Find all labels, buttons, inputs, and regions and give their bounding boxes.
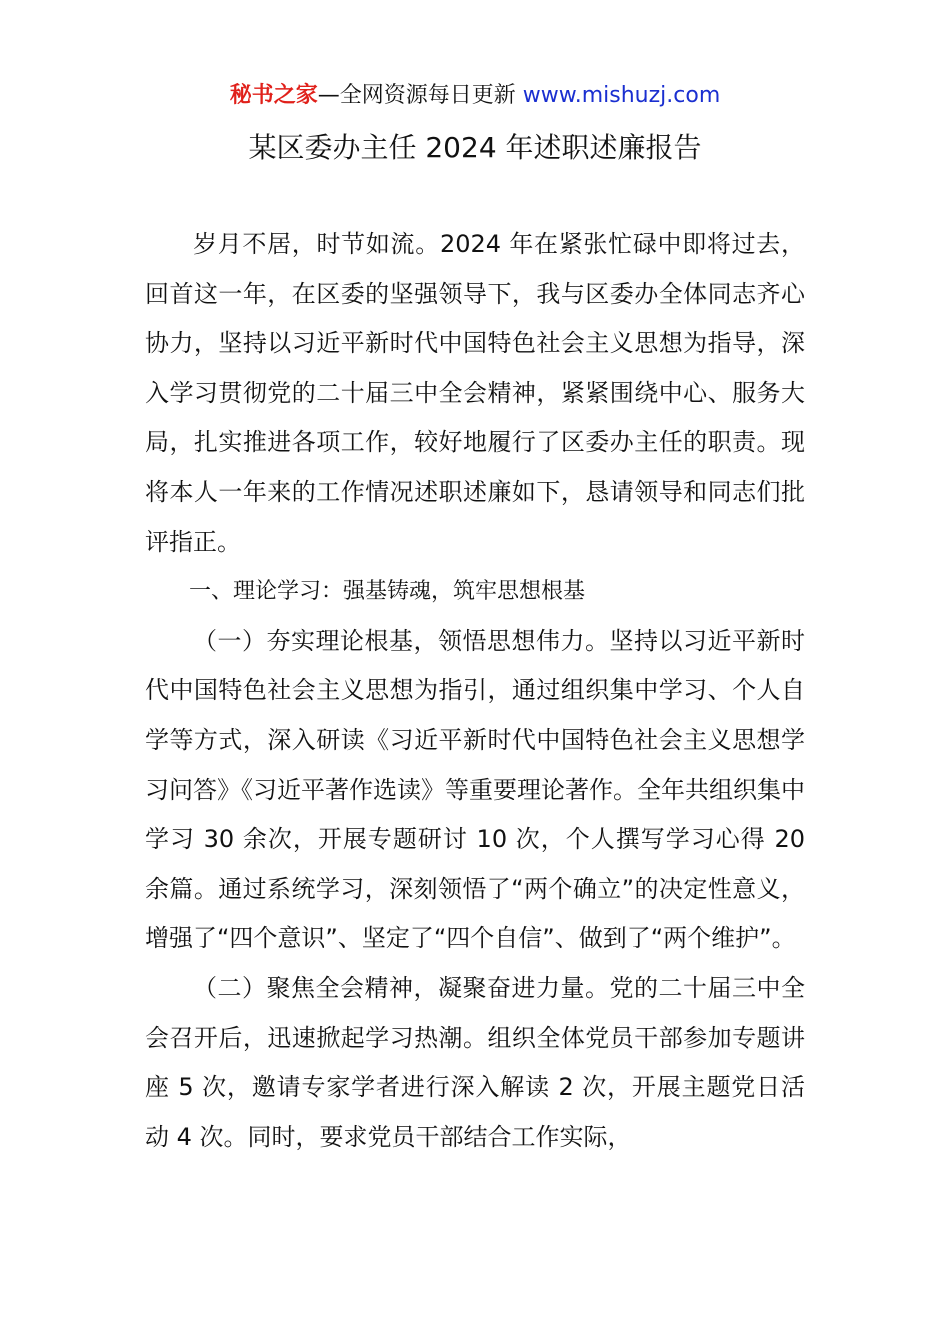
brand-name: 秘书之家 (229, 83, 318, 108)
section-heading: 一、理论学习：强基铸魂，筑牢思想根基 (189, 579, 586, 605)
intro-paragraph: 岁月不居，时节如流。2024 年在紧张忙碌中即将过去，回首这一年，在区委的坚强领导下，我与区委办全体同志齐心协力，坚持以习近平新时代中国特色社会主义思想为指导，深入学习贯彻党的二十届三中全会精神，紧紧围绕中心、服务大局，扎实推进各项工作，较好地履行了区委办主任的职责。现将本人一年来的工作情况述职述廉如下，恳请领导和同志们批评指正。 (145, 230, 805, 556)
document-title: 某区委办主任 2024 年述职述廉报告 (248, 131, 702, 164)
document-body (145, 220, 805, 1162)
body-paragraph: （一）夯实理论根基，领悟思想伟力。坚持以习近平新时代中国特色社会主义思想为指引，通过组织集中学习、个人自学等方式，深入研读《习近平新时代中国特色社会主义思想学习问答》《习近平著作选读》等重要理论著作。全年共组织集中学习 30 余次，开展专题研讨 10 次，个人撰写学习心得 20 余篇。通过系统学习，深刻领悟了“两个确立”的决定性意义，增强了“四个意识”、坚定了“四个自信”、做到了“两个维护”。 (145, 626, 805, 953)
tagline: —全网资源每日更新 (317, 83, 523, 108)
site-url-link[interactable]: www.mishuzj.com (522, 83, 721, 108)
site-header (0, 80, 950, 112)
body-paragraph: （二）聚焦全会精神，凝聚奋进力量。党的二十届三中全会召开后，迅速掀起学习热潮。组织全体党员干部参加专题讲座 5 次，邀请专家学者进行深入解读 2 次，开展主题党日活动 4 次。同时，要求党员干部结合工作实际， (145, 973, 805, 1151)
